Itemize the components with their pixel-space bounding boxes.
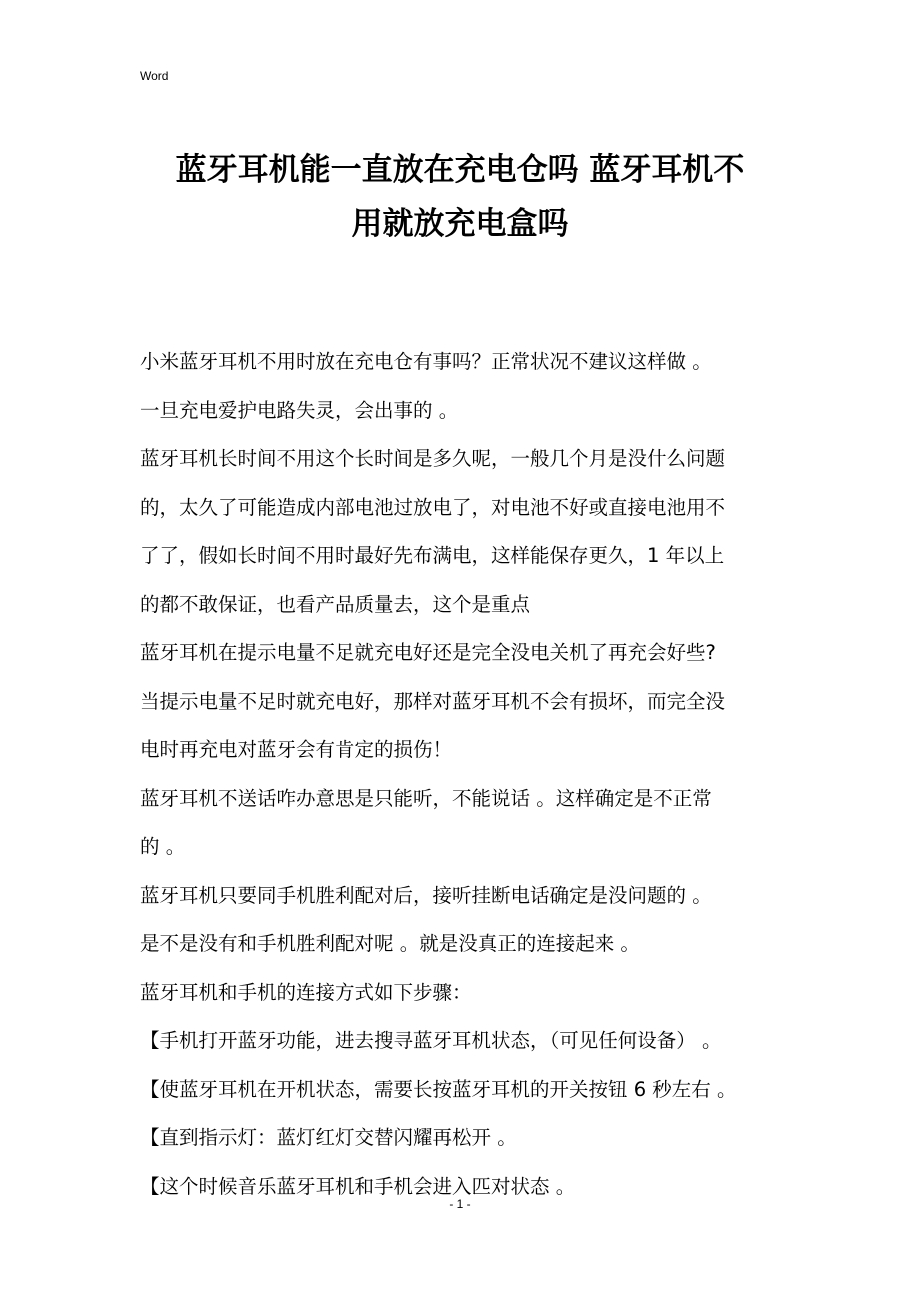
header-label: Word <box>140 69 169 83</box>
title-line: 用就放充电盒吗 <box>351 206 569 242</box>
body-line: 小米蓝牙耳机不用时放在充电仓有事吗？正常状况不建议这样做 。 <box>140 350 712 373</box>
body-line: 了了，假如长时间不用时最好先布满电，这样能保存更久，1 年以上 <box>140 544 725 567</box>
body-line: 的 。 <box>140 835 186 858</box>
document-title <box>110 143 810 251</box>
body-line: 蓝牙耳机不送话咋办意思是只能听，不能说话 。这样确定是不正常 <box>140 786 712 810</box>
title-line: 蓝牙耳机能一直放在充电仓吗 蓝牙耳机不 <box>175 152 745 188</box>
body-line: 蓝牙耳机长时间不用这个长时间是多久呢，一般几个月是没什么问题 <box>140 447 726 470</box>
body-line: 当提示电量不足时就充电好，那样对蓝牙耳机不会有损坏，而完全没 <box>140 689 726 713</box>
body-line: 蓝牙耳机只要同手机胜利配对后，接听挂断电话确定是没问题的 。 <box>140 883 712 907</box>
body-line: 电时再充电对蓝牙会有肯定的损伤！ <box>140 738 453 761</box>
body-line: 的，太久了可能造成内部电池过放电了，对电池不好或直接电池用不 <box>140 495 726 519</box>
body-line: 【手机打开蓝牙功能，进去搜寻蓝牙耳机状态，（可见任何设备） 。 <box>140 1029 722 1052</box>
body-line: 蓝牙耳机和手机的连接方式如下步骤： <box>140 980 472 1004</box>
body-line: 一旦充电爱护电路失灵，会出事的 。 <box>140 398 459 422</box>
body-line: 是不是没有和手机胜利配对呢 。就是没真正的连接起来 。 <box>140 932 640 955</box>
body-line: 蓝牙耳机在提示电量不足就充电好还是完全没电关机了再充会好些? <box>140 641 716 664</box>
body-line: 的都不敢保证，也看产品质量去，这个是重点 <box>140 592 531 616</box>
page-number: - 1 - <box>449 1197 471 1211</box>
body-line: 【直到指示灯：蓝灯红灯交替闪耀再松开 。 <box>140 1126 517 1149</box>
body-line: 【使蓝牙耳机在开机状态，需要长按蓝牙耳机的开关按钮 6 秒左右 。 <box>140 1077 737 1101</box>
body-line: 【这个时候音乐蓝牙耳机和手机会进入匹对状态 。 <box>140 1174 576 1198</box>
document-body <box>140 338 800 1211</box>
